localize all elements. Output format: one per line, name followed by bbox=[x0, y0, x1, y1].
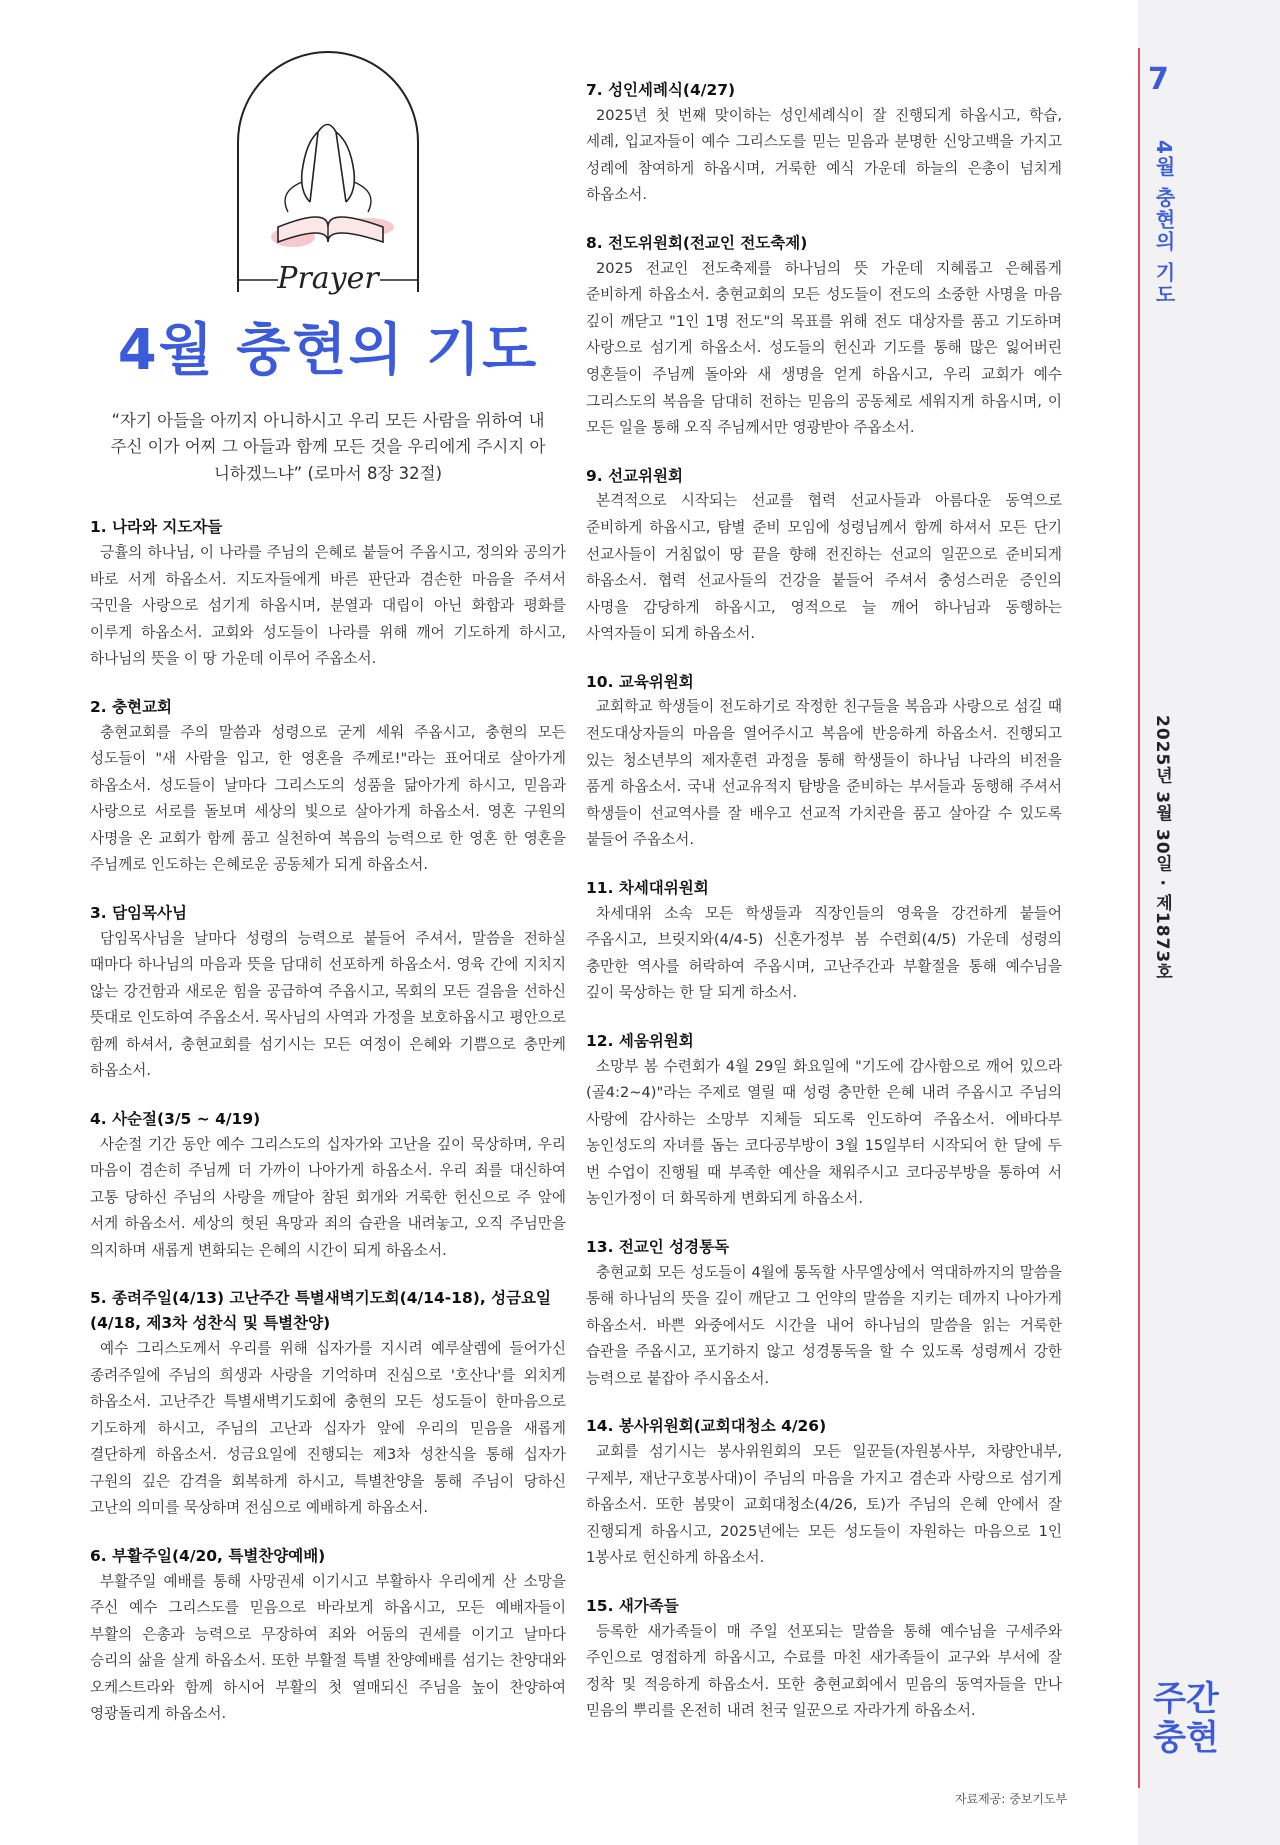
prayer-section bbox=[586, 1594, 1062, 1725]
brand-line-2: 충현 bbox=[1153, 1718, 1219, 1759]
right-column bbox=[586, 78, 1062, 1747]
prayer-section-body: 충현교회를 주의 말씀과 성령으로 굳게 세워 주옵시고, 충현의 모든 성도들이 "새 사람을 입고, 한 영혼을 주께로!"라는 표어대로 살아가게 하옵소서. 성도들이 날마다 그리스도의 성품을 닮아가게 하시고, 믿음과 사랑으로 서로를 돌보며 세상의 빛으로 살아가게 하옵소서. 영혼 구원의 사명을 온 교회가 함께 품고 실천하여 복음의 능력으로 한 영혼 한 영혼을 주님께로 인도하는 은혜로운 공동체가 되게 하옵소서. bbox=[90, 723, 566, 874]
page-number: 7 bbox=[1148, 62, 1169, 97]
praying-hands-illustration bbox=[218, 42, 438, 302]
prayer-section bbox=[90, 901, 566, 1085]
prayer-section-body: 긍휼의 하나님, 이 나라를 주님의 은혜로 붙들어 주옵시고, 정의와 공의가 바로 서게 하옵소서. 지도자들에게 바른 판단과 겸손한 마음을 주셔서 국민을 사랑으로 섬기게 하옵시며, 분열과 대립이 아닌 화합과 평화를 이루게 하옵소서. 교회와 성도들이 나라를 위해 깨어 기도하게 하시고, 하나님의 뜻을 이 땅 가운데 이루어 주옵소서. bbox=[90, 543, 566, 668]
source-credit: 자료제공: 중보기도부 bbox=[955, 1792, 1068, 1806]
bible-quote: “자기 아들을 아끼지 아니하시고 우리 모든 사람을 위하여 내주신 이가 어찌 그 아들과 함께 모든 것을 우리에게 주시지 아니하겠느냐” (로마서 8장 32절) bbox=[110, 411, 546, 483]
prayer-section bbox=[586, 1235, 1062, 1393]
prayer-section-title: 2. 충현교회 bbox=[90, 697, 172, 716]
prayer-section-body: 충현교회 모든 성도들이 4월에 통독할 사무엘상에서 역대하까지의 말씀을 통해 하나님의 뜻을 깊이 깨닫고 그 언약의 말씀을 지키는 데까지 나아가게 하옵소서. 바쁜 와중에서도 시간을 내어 하나님의 말씀을 읽는 거룩한 습관을 주옵시고, 포기하지 않고 성경통독을 할 수 있도록 성령께서 강한 능력으로 붙잡아 주시옵소서. bbox=[586, 1263, 1062, 1387]
prayer-script-word: Prayer bbox=[277, 261, 379, 296]
prayer-section-body: 사순절 기간 동안 예수 그리스도의 십자가와 고난을 깊이 묵상하며, 우리 마음이 겸손히 주님께 더 가까이 나아가게 하옵소서. 우리 죄를 대신하여 고통 당하신 주님의 사랑을 깨달아 참된 회개와 거룩한 헌신으로 주 앞에 서게 하옵소서. 세상의 헛된 욕망과 죄의 습관을 내려놓고, 오직 주님만을 의지하며 새롭게 변화되는 은혜의 시간이 되게 하옵소서. bbox=[90, 1135, 566, 1259]
prayer-section bbox=[586, 1414, 1062, 1572]
prayer-section bbox=[90, 515, 566, 673]
prayer-section-title: 9. 선교위원회 bbox=[586, 466, 683, 485]
prayer-section bbox=[586, 231, 1062, 442]
prayer-section-body: 교회학교 학생들이 전도하기로 작정한 친구들을 복음과 사랑으로 섬길 때 전도대상자들의 마음을 열어주시고 복음에 반응하게 하옵소서. 진행되고 있는 청소년부의 제자훈련 과정을 통해 학생들이 하나님 나라의 비전을 품게 하옵소서. 국내 선교유적지 탐방을 준비하는 부서들과 동행해 주셔서 학생들이 선교역사를 잘 배우고 선교적 가치관을 품고 살아갈 수 있도록 붙들어 주옵소서. bbox=[586, 698, 1062, 849]
prayer-section-title: 14. 봉사위원회(교회대청소 4/26) bbox=[586, 1417, 827, 1436]
prayer-section-body: 등록한 새가족들이 매 주일 선포되는 말씀을 통해 예수님을 구세주와 주인으로 영접하게 하옵시고, 수료를 마친 새가족들이 교구와 부서에 잘 정착 및 적응하게 하옵소서. 또한 충현교회에서 믿음의 동역자들을 만나 믿음의 뿌리를 온전히 내려 천국 일꾼으로 자라가게 하옵소서. bbox=[586, 1622, 1062, 1720]
prayer-section-title: 1. 나라와 지도자들 bbox=[90, 518, 223, 537]
publication-brand bbox=[1146, 1680, 1226, 1758]
prayer-section-title: 6. 부활주일(4/20, 특별찬양예배) bbox=[90, 1546, 326, 1565]
prayer-section-body: 교회를 섬기시는 봉사위원회의 모든 일꾼들(자원봉사부, 차량안내부, 구제부, 재난구호봉사대)이 주님의 마음을 가지고 겸손과 사랑으로 섬기게 하옵소서. 또한 봄맞이 교회대청소(4/26, 토)가 주님의 은혜 안에서 잘 진행되게 하옵시고, 2025년에는 모든 성도들이 자원하는 마음으로 1인 1봉사로 헌신하게 하옵소서. bbox=[586, 1443, 1062, 1567]
prayer-section-body: 2025년 첫 번째 맞이하는 성인세례식이 잘 진행되게 하옵시고, 학습, 세례, 입교자들이 예수 그리스도를 믿는 믿음과 분명한 신앙고백을 가지고 성례에 참여하게 하옵시며, 거룩한 예식 가운데 하늘의 은총이 넘치게 하옵소서. bbox=[586, 106, 1062, 204]
prayer-section bbox=[90, 695, 566, 879]
sidebar-divider-line bbox=[1138, 48, 1140, 1788]
prayer-section-title: 3. 담임목사님 bbox=[90, 903, 187, 922]
issue-date: 2025년 3월 30일 · 제1873호 bbox=[1152, 715, 1172, 982]
prayer-section-title: 13. 전교인 성경통독 bbox=[586, 1237, 730, 1256]
left-prayer-list bbox=[90, 515, 566, 1728]
prayer-section-title: 10. 교육위원회 bbox=[586, 672, 694, 691]
vertical-section-title: 4월 충현의 기도 bbox=[1152, 140, 1176, 306]
prayer-section-body: 담임목사님을 날마다 성령의 능력으로 붙들어 주셔서, 말씀을 전하실 때마다 하나님의 마음과 뜻을 담대히 선포하게 하옵소서. 영육 간에 지치지 않는 강건함과 새로운 힘을 공급하여 주옵시고, 목회의 모든 걸음을 선하신 뜻대로 인도하여 주옵소서. 목사님의 사역과 가정을 보호하옵시고 평안으로 함께 하셔서, 충현교회를 섬기시는 모든 여정이 은혜와 기쁨으로 충만케 하옵소서. bbox=[90, 929, 566, 1080]
prayer-section-title: 12. 세움위원회 bbox=[586, 1031, 694, 1050]
prayer-section bbox=[90, 1107, 566, 1265]
prayer-section bbox=[586, 464, 1062, 648]
prayer-section-body: 차세대위 소속 모든 학생들과 직장인들의 영육을 강건하게 붙들어 주옵시고, 브릿지와(4/4-5) 신혼가정부 봄 수련회(4/5) 가운데 성령의 충만한 역사를 허락하여 주옵시며, 고난주간과 부활절을 통해 예수님을 깊이 묵상하는 한 달 되게 하소서. bbox=[586, 904, 1062, 1002]
prayer-section bbox=[586, 78, 1062, 209]
left-column bbox=[90, 42, 566, 1750]
prayer-section-body: 본격적으로 시작되는 선교를 협력 선교사들과 아름다운 동역으로 준비하게 하옵시고, 탐별 준비 모임에 성령님께서 함께 하셔서 모든 단기 선교사들이 거침없이 땅 끝을 향해 전진하는 선교의 일꾼으로 준비되게 하옵소서. 협력 선교사들의 건강을 붙들어 주셔서 충성스러운 증인의 사명을 감당하게 하옵시고, 영적으로 늘 깨어 하나님과 동행하는 사역자들이 되게 하옵소서. bbox=[586, 492, 1062, 643]
prayer-section bbox=[586, 670, 1062, 854]
prayer-section-title: 4. 사순절(3/5 ~ 4/19) bbox=[90, 1109, 261, 1128]
right-prayer-list bbox=[586, 78, 1062, 1725]
prayer-section-title: 15. 새가족들 bbox=[586, 1596, 679, 1615]
prayer-section-body: 소망부 봄 수련회가 4월 29일 화요일에 "기도에 감사함으로 깨어 있으라 (골4:2~4)"라는 주제로 열릴 때 성령 충만한 은혜 내려 주옵시고 주님의 사랑에 감사하는 소망부 지체들 되도록 인도하여 주옵소서. 에바다부 농인성도의 자녀를 돕는 코다공부방이 3월 15일부터 시작되어 한 달에 두 번 수업이 진행될 때 부족한 예산을 채워주시고 코다공부방을 통하여 서 농인가정이 더 화목하게 변화되게 하옵소서. bbox=[586, 1057, 1062, 1208]
prayer-section-body: 2025 전교인 전도축제를 하나님의 뜻 가운데 지혜롭고 은혜롭게 준비하게 하옵소서. 충현교회의 모든 성도들이 전도의 소중한 사명을 마음 깊이 깨닫고 "1인 1명 전도"의 목표를 위해 전도 대상자를 품고 기도하며 사랑으로 섬기게 하옵소서. 성도들의 헌신과 기도를 통해 많은 잃어버린 영혼들이 주님께 돌아와 새 생명을 얻게 하옵시고, 우리 교회가 예수 그리스도의 복음을 담대히 전하는 믿음의 공동체로 세워지게 하옵시며, 이 모든 일을 통해 오직 주님께서만 영광받아 주옵소서. bbox=[586, 259, 1062, 437]
prayer-section-title: 5. 종려주일(4/13) 고난주간 특별새벽기도회(4/14-18), 성금요일(4/18, 제3차 성찬식 및 특별찬양) bbox=[90, 1289, 552, 1333]
brand-line-1: 주간 bbox=[1153, 1679, 1219, 1719]
prayer-section-body: 예수 그리스도께서 우리를 위해 십자가를 지시려 예루살렘에 들어가신 종려주일에 주님의 희생과 사랑을 기억하며 진심으로 '호산나'를 외치게 하옵소서. 고난주간 특별새벽기도회에 충현의 모든 성도들이 한마음으로 기도하게 하시고, 주님의 고난과 십자가 앞에 우리의 믿음을 새롭게 결단하게 하옵소서. 성금요일에 진행되는 제3차 성찬식을 통해 십자가 구원의 깊은 감격을 회복하게 하시고, 특별찬양을 통해 주님이 당하신 고난의 의미를 묵상하며 전심으로 예배하게 하옵소서. bbox=[90, 1339, 566, 1517]
prayer-section bbox=[586, 1029, 1062, 1213]
prayer-section-title: 7. 성인세례식(4/27) bbox=[586, 81, 736, 99]
prayer-section bbox=[90, 1286, 566, 1521]
prayer-section bbox=[586, 876, 1062, 1007]
prayer-section-body: 부활주일 예배를 통해 사망권세 이기시고 부활하사 우리에게 산 소망을 주신 예수 그리스도를 믿음으로 바라보게 하옵시고, 모든 예배자들이 부활의 은총과 능력으로 무장하여 죄와 어둠의 권세를 이기고 날마다 승리의 삶을 살게 하옵소서. 또한 부활절 특별 찬양예배를 섬기는 찬양대와 오케스트라와 함께 하시어 부활의 첫 열매되신 주님을 높이 찬양하여 영광돌리게 하옵소서. bbox=[90, 1572, 566, 1723]
prayer-section-title: 8. 전도위원회(전교인 전도축제) bbox=[586, 233, 808, 252]
prayer-section bbox=[90, 1544, 566, 1728]
page-title: 4월 충현의 기도 bbox=[117, 318, 539, 383]
prayer-section-title: 11. 차세대위원회 bbox=[586, 878, 709, 897]
